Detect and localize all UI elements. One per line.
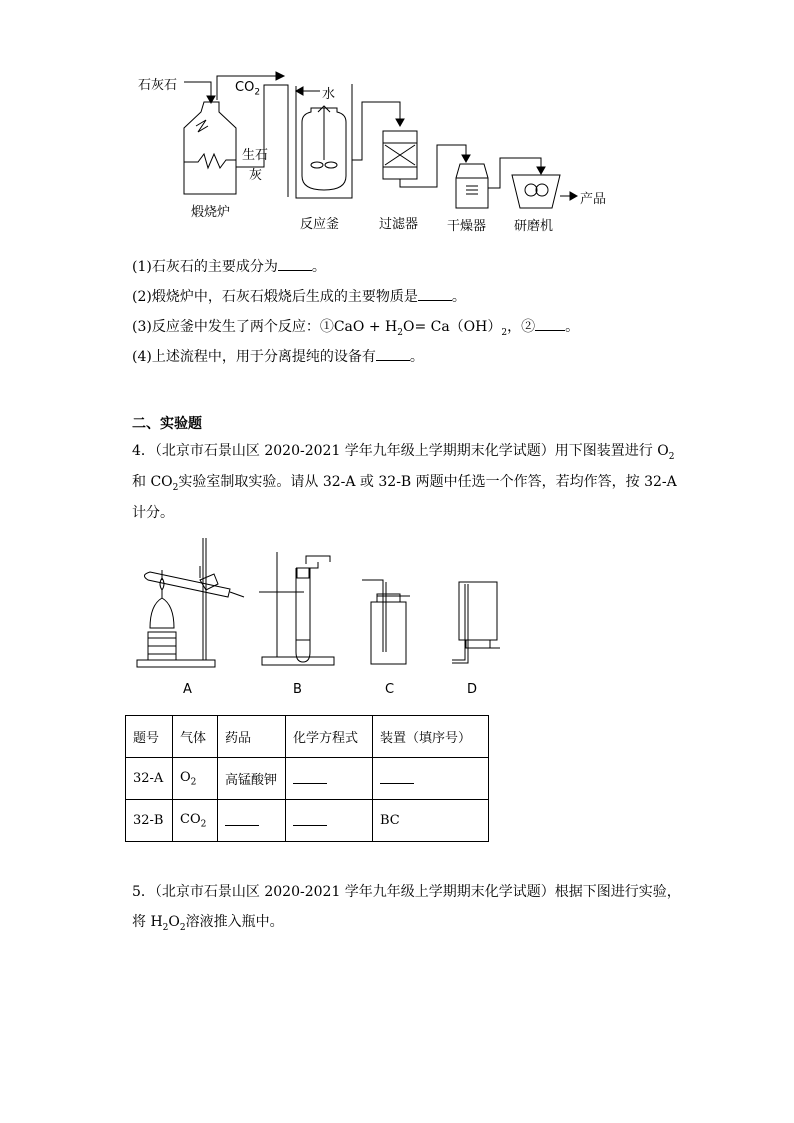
table-header-row xyxy=(126,716,489,758)
header-device: 装置（填序号） xyxy=(373,716,489,758)
answer-blank[interactable] xyxy=(225,811,259,826)
answer-blank[interactable] xyxy=(380,769,414,784)
header-drug: 药品 xyxy=(218,716,286,758)
q5-line1: 5．（北京市石景山区 2020-2021 学年九年级上学期期末化学试题）根据下图进行实验， xyxy=(132,884,681,900)
cell-equation[interactable] xyxy=(286,800,373,842)
q4-line1: 4．（北京市石景山区 2020-2021 学年九年级上学期期末化学试题）用下图装置进行 $O_2$ xyxy=(132,443,675,462)
cell-id: 32-B xyxy=(126,800,173,842)
grinder-label: 研磨机 xyxy=(514,219,554,234)
co2-label: $CO_2$ xyxy=(235,80,261,98)
header-gas: 气体 xyxy=(173,716,218,758)
filter-label: 过滤器 xyxy=(379,217,419,232)
q3-part1: (1)石灰石的主要成分为 。 xyxy=(132,256,326,277)
label-a: A xyxy=(183,682,192,697)
answer-blank[interactable] xyxy=(293,811,327,826)
cell-drug[interactable] xyxy=(218,800,286,842)
table-row xyxy=(126,758,489,800)
cell-id: 32-A xyxy=(126,758,173,800)
q4-line2: 和 $CO_2$实验室制取实验。请从 32-A 或 32-B 两题中任选一个作答，若均作答，按 32-A xyxy=(132,474,677,493)
product-label: 产品 xyxy=(580,192,607,207)
experiment-table xyxy=(125,715,489,842)
q4-line3: 计分。 xyxy=(132,505,174,521)
label-d: D xyxy=(467,682,478,697)
label-b: B xyxy=(293,682,302,697)
header-id: 题号 xyxy=(126,716,173,758)
quicklime-label-1: 生石 xyxy=(242,148,269,163)
table-row xyxy=(126,800,489,842)
cell-device[interactable] xyxy=(373,758,489,800)
cell-equation[interactable] xyxy=(286,758,373,800)
limestone-label: 石灰石 xyxy=(138,78,178,93)
apparatus-a xyxy=(137,538,244,667)
q5-line2: 将 $H_2O_2$溶液推入瓶中。 xyxy=(132,914,284,933)
apparatus-c xyxy=(362,580,410,664)
cell-device: BC xyxy=(373,800,489,842)
q3-part4: (4)上述流程中，用于分离提纯的设备有 。 xyxy=(132,346,424,367)
reactor-label: 反应釜 xyxy=(300,217,340,232)
q3-part2: (2)煅烧炉中，石灰石煅烧后生成的主要物质是 。 xyxy=(132,286,466,307)
q3-part3: (3)反应釜中发生了两个反应：①CaO + $H_2O= Ca(OH)_2$，② 。 xyxy=(132,316,579,343)
cell-gas: $O_2$ xyxy=(173,758,218,800)
label-c: C xyxy=(385,682,395,697)
furnace-label: 煅烧炉 xyxy=(191,205,231,220)
section-title: 二、实验题 xyxy=(132,416,202,432)
quicklime-label-2: 灰 xyxy=(249,168,263,183)
answer-blank[interactable] xyxy=(293,769,327,784)
dryer-label: 干燥器 xyxy=(447,219,487,234)
cell-gas: $CO_2$ xyxy=(173,800,218,842)
water-label: 水 xyxy=(322,87,336,102)
apparatus-d xyxy=(452,582,500,663)
apparatus-b xyxy=(259,552,334,665)
header-equation: 化学方程式 xyxy=(286,716,373,758)
cell-drug: 高锰酸钾 xyxy=(218,758,286,800)
